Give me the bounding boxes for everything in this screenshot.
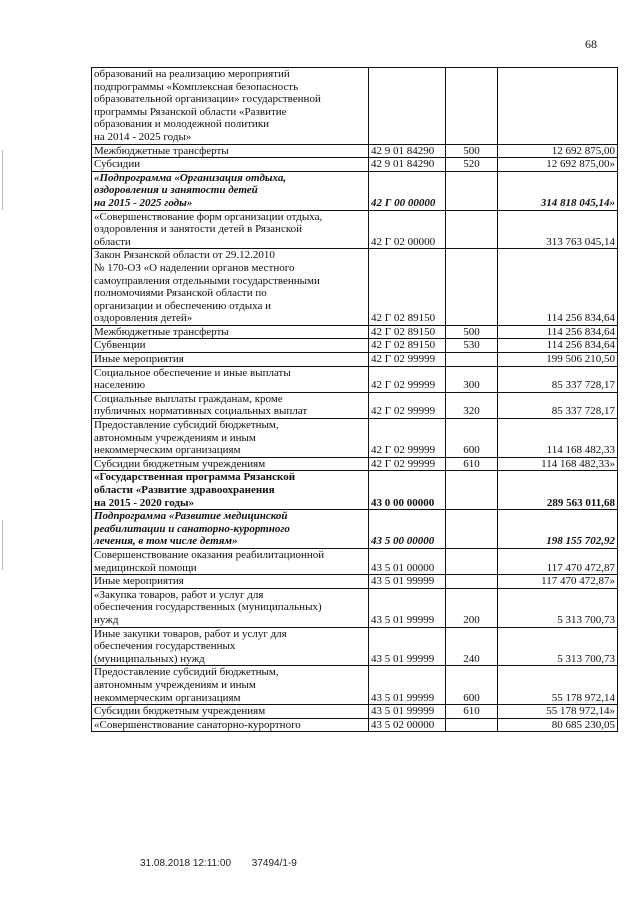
cell-name: Межбюджетные трансферты	[92, 325, 369, 339]
table-row	[92, 705, 618, 719]
cell-code: 42 Г 02 99999	[369, 419, 446, 458]
table-row	[92, 627, 618, 666]
cell-name: Социальные выплаты гражданам, кроме публичных нормативных социальных выплат	[92, 392, 369, 418]
cell-vr	[446, 210, 498, 249]
cell-code: 42 Г 02 89150	[369, 325, 446, 339]
cell-sum: 85 337 728,17	[498, 392, 618, 418]
cell-name: Социальное обеспечение и иные выплаты населению	[92, 366, 369, 392]
table-row	[92, 144, 618, 158]
cell-code: 43 5 01 99999	[369, 575, 446, 589]
cell-code: 42 Г 02 99999	[369, 457, 446, 471]
cell-name: Предоставление субсидий бюджетным, автономным учреждениям и иным некоммерческим организациям	[92, 666, 369, 705]
cell-vr: 530	[446, 339, 498, 353]
cell-sum: 199 506 210,50	[498, 353, 618, 367]
cell-code: 43 5 01 99999	[369, 627, 446, 666]
budget-table	[91, 67, 618, 732]
cell-vr	[446, 718, 498, 732]
cell-vr: 300	[446, 366, 498, 392]
table-row	[92, 353, 618, 367]
cell-vr	[446, 510, 498, 549]
cell-vr: 520	[446, 158, 498, 172]
cell-name: Совершенствование оказания реабилитационной медицинской помощи	[92, 548, 369, 574]
cell-name: Межбюджетные трансферты	[92, 144, 369, 158]
table-row	[92, 666, 618, 705]
cell-code: 43 5 01 00000	[369, 548, 446, 574]
table-row	[92, 718, 618, 732]
cell-name: «Подпрограмма «Организация отдыха, оздоровления и занятости детей на 2015 - 2025 годы»	[92, 171, 369, 210]
cell-code: 42 Г 02 99999	[369, 353, 446, 367]
cell-vr: 610	[446, 457, 498, 471]
footer	[140, 858, 315, 869]
table-row	[92, 510, 618, 549]
cell-name: Субсидии бюджетным учреждениям	[92, 457, 369, 471]
cell-sum: 80 685 230,05	[498, 718, 618, 732]
cell-sum: 114 168 482,33»	[498, 457, 618, 471]
cell-vr: 320	[446, 392, 498, 418]
table-row	[92, 210, 618, 249]
table-row	[92, 171, 618, 210]
table-row	[92, 471, 618, 510]
footer-doc-id: 37494/1-9	[251, 858, 297, 869]
cell-sum: 5 313 700,73	[498, 588, 618, 627]
cell-name: Субсидии	[92, 158, 369, 172]
cell-name: «Государственная программа Рязанской области «Развитие здравоохранения на 2015 - 2020 годы»	[92, 471, 369, 510]
cell-vr	[446, 249, 498, 326]
cell-name: Закон Рязанской области от 29.12.2010 № 170-ОЗ «О наделении органов местного самоуправления отдельными государственными полномочиями Рязанской области по организации и обеспечению отдыха и оздоровления детей»	[92, 249, 369, 326]
cell-code: 43 5 01 99999	[369, 588, 446, 627]
table-row	[92, 158, 618, 172]
table-row	[92, 392, 618, 418]
cell-name: Предоставление субсидий бюджетным, автономным учреждениям и иным некоммерческим организациям	[92, 419, 369, 458]
footer-timestamp: 31.08.2018 12:11:00	[140, 858, 232, 869]
cell-name: Субвенции	[92, 339, 369, 353]
cell-code	[369, 68, 446, 145]
table-row	[92, 457, 618, 471]
cell-vr: 500	[446, 325, 498, 339]
cell-code: 43 5 00 00000	[369, 510, 446, 549]
cell-vr	[446, 171, 498, 210]
cell-vr: 600	[446, 666, 498, 705]
table-row	[92, 575, 618, 589]
cell-code: 42 Г 02 89150	[369, 249, 446, 326]
margin-scan-mark	[2, 520, 3, 570]
table-body	[92, 68, 618, 732]
cell-code: 42 Г 02 89150	[369, 339, 446, 353]
cell-sum: 12 692 875,00»	[498, 158, 618, 172]
cell-code: 43 0 00 00000	[369, 471, 446, 510]
cell-sum: 289 563 011,68	[498, 471, 618, 510]
cell-code: 42 Г 02 99999	[369, 366, 446, 392]
cell-code: 43 5 02 00000	[369, 718, 446, 732]
cell-vr: 610	[446, 705, 498, 719]
cell-code: 42 Г 02 99999	[369, 392, 446, 418]
cell-vr	[446, 548, 498, 574]
cell-name: «Совершенствование санаторно-курортного	[92, 718, 369, 732]
page-number: 68	[585, 37, 597, 51]
cell-sum: 114 256 834,64	[498, 325, 618, 339]
cell-code: 42 9 01 84290	[369, 144, 446, 158]
cell-sum	[498, 68, 618, 145]
cell-vr: 500	[446, 144, 498, 158]
cell-sum: 5 313 700,73	[498, 627, 618, 666]
cell-sum: 114 256 834,64	[498, 249, 618, 326]
table-row	[92, 366, 618, 392]
cell-sum: 313 763 045,14	[498, 210, 618, 249]
cell-vr: 600	[446, 419, 498, 458]
cell-sum: 198 155 702,92	[498, 510, 618, 549]
cell-name: Иные закупки товаров, работ и услуг для обеспечения государственных (муниципальных) нужд	[92, 627, 369, 666]
cell-sum: 85 337 728,17	[498, 366, 618, 392]
cell-name: «Закупка товаров, работ и услуг для обеспечения государственных (муниципальных) нужд	[92, 588, 369, 627]
table-row	[92, 419, 618, 458]
cell-code: 43 5 01 99999	[369, 705, 446, 719]
margin-scan-mark	[2, 150, 3, 210]
cell-name: «Совершенствование форм организации отдыха, оздоровления и занятости детей в Рязанской области	[92, 210, 369, 249]
table-row	[92, 249, 618, 326]
cell-name: Иные мероприятия	[92, 575, 369, 589]
cell-sum: 114 256 834,64	[498, 339, 618, 353]
cell-name: образований на реализацию мероприятий подпрограммы «Комплексная безопасность образовательной организации» государственной программы Рязанской области «Развитие образования и молодежной политики на 2014 - 2025 годы»	[92, 68, 369, 145]
cell-sum: 114 168 482,33	[498, 419, 618, 458]
table-row	[92, 325, 618, 339]
cell-vr	[446, 471, 498, 510]
cell-vr: 240	[446, 627, 498, 666]
table-row	[92, 548, 618, 574]
cell-sum: 55 178 972,14»	[498, 705, 618, 719]
cell-vr	[446, 68, 498, 145]
cell-code: 43 5 01 99999	[369, 666, 446, 705]
cell-name: Субсидии бюджетным учреждениям	[92, 705, 369, 719]
cell-name: Иные мероприятия	[92, 353, 369, 367]
cell-vr: 200	[446, 588, 498, 627]
cell-sum: 314 818 045,14»	[498, 171, 618, 210]
cell-vr	[446, 353, 498, 367]
cell-sum: 55 178 972,14	[498, 666, 618, 705]
table-row	[92, 68, 618, 145]
cell-code: 42 Г 02 00000	[369, 210, 446, 249]
cell-vr	[446, 575, 498, 589]
cell-sum: 12 692 875,00	[498, 144, 618, 158]
table-row	[92, 339, 618, 353]
cell-code: 42 Г 00 00000	[369, 171, 446, 210]
cell-sum: 117 470 472,87»	[498, 575, 618, 589]
table-row	[92, 588, 618, 627]
cell-name: Подпрограмма «Развитие медицинской реабилитации и санаторно-курортного лечения, в том числе детям»	[92, 510, 369, 549]
cell-sum: 117 470 472,87	[498, 548, 618, 574]
cell-code: 42 9 01 84290	[369, 158, 446, 172]
